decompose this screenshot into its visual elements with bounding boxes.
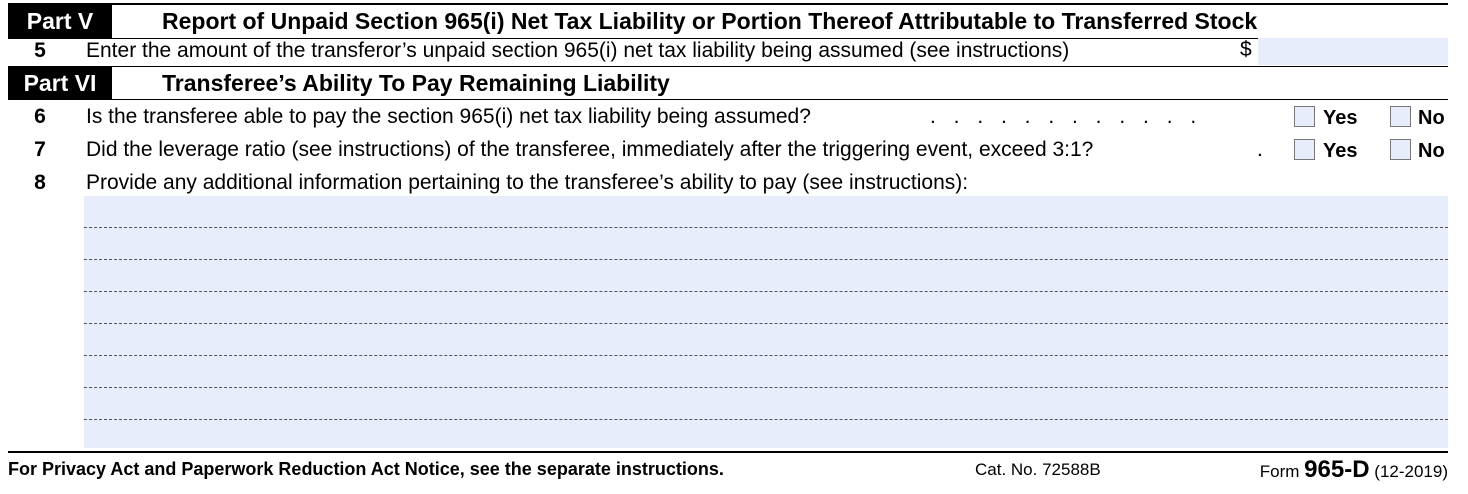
writing-line (84, 227, 1448, 228)
line-6-number: 6 (34, 105, 46, 128)
line-8-number: 8 (34, 171, 46, 194)
form-footer (8, 456, 1448, 483)
line-6-yes-checkbox[interactable] (1294, 106, 1315, 127)
line-7-text: Did the leverage ratio (see instructions) of the transferee, immediately after the triggering event, exceed 3:1? (86, 138, 1094, 161)
writing-line (84, 259, 1448, 260)
line-7-yes-label: Yes (1323, 140, 1358, 162)
part-vi-title: Transferee’s Ability To Pay Remaining Liability (162, 69, 670, 96)
privacy-notice: For Privacy Act and Paperwork Reduction Act Notice, see the separate instructions. (8, 459, 724, 479)
unpaid-liability-amount-field[interactable] (1258, 38, 1448, 65)
line-6-no-label: No (1418, 107, 1445, 129)
line-6-no-checkbox[interactable] (1390, 106, 1411, 127)
form-name: 965-D (1304, 456, 1370, 483)
writing-line (84, 355, 1448, 356)
part-vi-header (8, 67, 1448, 99)
line-7-yes-checkbox[interactable] (1294, 139, 1315, 160)
part-v-title: Report of Unpaid Section 965(i) Net Tax Liability or Portion Thereof Attributable to Transferred Stock (162, 8, 1258, 34)
catalog-number: Cat. No. 72588B (975, 460, 1101, 479)
line-8-text: Provide any additional information pertaining to the transferee’s ability to pay (see instructions): (86, 171, 969, 194)
writing-line (84, 323, 1448, 324)
line-7-no-checkbox[interactable] (1390, 139, 1411, 160)
line-6-text: Is the transferee able to pay the section 965(i) net tax liability being assumed? (86, 105, 811, 128)
writing-line (84, 387, 1448, 388)
form-id (1260, 456, 1448, 484)
part-vi-badge: Part VI (8, 67, 112, 99)
additional-info-textarea[interactable] (84, 196, 1448, 448)
part-vi-divider (8, 99, 1448, 100)
part-v-header (8, 5, 1448, 38)
line-6-leaders: . . . . . . . . . . . . (930, 105, 1203, 128)
form-revision: (12-2019) (1374, 462, 1448, 481)
line-5-number: 5 (34, 39, 46, 62)
line-7-number: 7 (34, 138, 46, 161)
line-7-leaders: . (1257, 138, 1269, 161)
form-prefix: Form (1259, 462, 1300, 481)
line-5-text: Enter the amount of the transferor’s unpaid section 965(i) net tax liability being assumed (see instructions) (86, 39, 1070, 62)
writing-line (84, 291, 1448, 292)
line-7-no-label: No (1418, 140, 1445, 162)
currency-symbol: $ (1240, 38, 1252, 61)
line-6-yes-label: Yes (1323, 107, 1358, 129)
writing-line (84, 419, 1448, 420)
footer-rule (8, 451, 1448, 453)
part-v-badge: Part V (8, 5, 112, 38)
